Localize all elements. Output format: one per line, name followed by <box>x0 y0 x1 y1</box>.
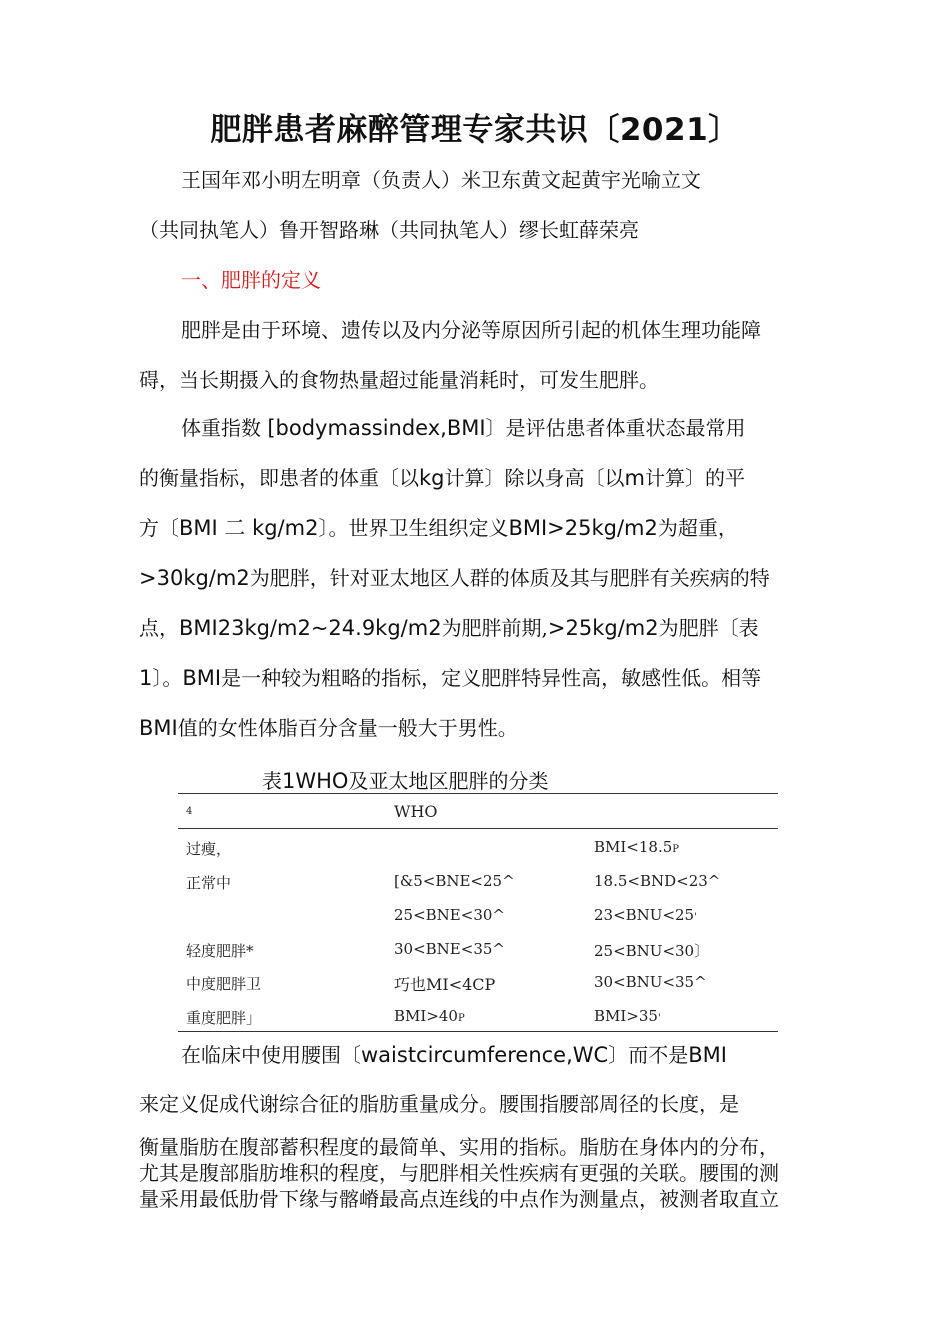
paragraph-line <box>139 612 759 641</box>
asia-pacific-value <box>594 872 720 890</box>
paragraph-line: 尤其是腹部脂肪堆积的程度，与肥胖相关性疾病有更强的关联。腰围的测 <box>139 1161 779 1185</box>
text-run: 30<BNU<35^ <box>594 973 707 991</box>
table-header-who: WHO <box>394 802 438 821</box>
text-run: 25<BNU<30〕 <box>594 942 710 960</box>
text-run: BMI 二 kg/m2 <box>179 516 319 540</box>
paragraph-line: 碍，当长期摄入的食物热量超过能量消耗时，可发生肥胖。 <box>139 368 659 392</box>
text-run: BMI>35 <box>594 1007 658 1025</box>
text-run: 是一种较为粗略的指标，定义肥胖特异性高，敏感性低。相等 <box>221 666 762 690</box>
text-run: 计算〕除以身高〔以 <box>444 466 625 490</box>
text-run: >30kg/m2 <box>139 566 250 590</box>
row-label: 过瘦， <box>186 840 232 858</box>
paragraph-line: 肥胖是由于环境、遗传以及内分泌等原因所引起的机体生理功能障 <box>181 318 761 342</box>
text-run: BMI>40 <box>394 1007 458 1025</box>
who-value: 巧也MI<4CP <box>394 975 496 994</box>
text-run: kg <box>419 466 445 490</box>
text-run: 点， <box>139 616 179 640</box>
text-run: 1 <box>139 666 153 690</box>
text-run: BMI <box>139 716 178 740</box>
text-mark: P <box>672 844 680 855</box>
paragraph-line <box>139 462 745 491</box>
text-mark: ' <box>694 912 697 923</box>
authors-line-1: 王国年邓小明左明章（负责人）米卫东黄文起黄宇光喻立文 <box>181 168 701 192</box>
paragraph-line: 来定义促成代谢综合征的脂肪重量成分。腰围指腰部周径的长度，是 <box>139 1092 739 1116</box>
paragraph-line <box>181 1039 727 1068</box>
text-run: 为肥胖前期, <box>441 616 548 640</box>
asia-pacific-value <box>594 973 707 991</box>
row-label: 正常中 <box>186 874 232 892</box>
table-header-rule <box>178 828 778 829</box>
text-run: BMI23kg/m2~24.9kg/m2 <box>179 616 442 640</box>
text-run: 在临床中使用腰围〔 <box>181 1043 361 1067</box>
text-run: 表 <box>262 769 282 793</box>
paragraph-line <box>139 712 518 741</box>
section-heading-definition: 一、肥胖的定义 <box>181 268 321 292</box>
table-top-rule <box>178 793 778 794</box>
table-header-col0: 4 <box>186 806 193 817</box>
text-run: 计算〕的平 <box>644 466 745 490</box>
table-caption <box>262 765 548 794</box>
text-run: [bodymassindex,BMI <box>267 416 486 440</box>
text-run: 〕而不是 <box>608 1043 689 1067</box>
row-label: 轻度肥胖* <box>186 942 254 960</box>
text-run: waistcircumference,WC <box>361 1043 609 1067</box>
text-run: >25kg/m2 <box>547 616 659 640</box>
text-run: BMI>25kg/m2 <box>508 516 658 540</box>
text-run: BMI <box>688 1043 727 1067</box>
who-value: [&5<BNE<25^ <box>394 872 515 890</box>
text-run: BMI <box>182 666 222 690</box>
text-run: 方〔 <box>139 516 179 540</box>
paragraph-line <box>181 412 746 441</box>
text-run: 1WHO <box>282 769 349 793</box>
text-run: 〕。 <box>152 666 183 690</box>
who-value: 30<BNE<35^ <box>394 940 505 958</box>
paragraph-line: 衡量脂肪在腹部蓄积程度的最简单、实用的指标。脂肪在身体内的分布， <box>139 1135 779 1159</box>
who-value <box>394 1007 465 1025</box>
text-run: 为超重， <box>657 516 738 540</box>
paragraph-line <box>139 512 738 542</box>
text-run: 值的女性体脂百分含量一般大于男性。 <box>177 716 518 740</box>
text-run: 23<BNU<25 <box>594 906 695 924</box>
text-run: 及亚太地区肥胖的分类 <box>348 769 549 793</box>
text-run: 的衡量指标，即患者的体重〔以 <box>139 466 419 490</box>
text-run: 〕是评估患者体重状态最常用 <box>485 416 746 440</box>
text-run: BMI<18.5 <box>594 838 673 856</box>
paragraph-line <box>139 662 761 691</box>
asia-pacific-value <box>594 838 679 856</box>
paragraph-line <box>139 562 770 591</box>
asia-pacific-value <box>594 906 697 924</box>
text-run: 体重指数 <box>181 416 268 440</box>
text-run: 为肥胖〔表 <box>658 616 759 640</box>
paragraph-line: 量采用最低肋骨下缘与髂嵴最高点连线的中点作为测量点，被测者取直立 <box>139 1187 779 1211</box>
row-label: 中度肥胖卫 <box>186 975 262 993</box>
text-mark: P <box>457 1013 465 1024</box>
authors-line-2: （共同执笔人）鲁开智路琳（共同执笔人）缪长虹薛荣亮 <box>139 218 639 242</box>
asia-pacific-value <box>594 940 709 961</box>
text-run: 18.5<BND<23^ <box>594 872 721 890</box>
asia-pacific-value <box>594 1007 661 1025</box>
text-run: 〕。世界卫生组织定义 <box>318 516 509 540</box>
table-bottom-rule <box>178 1031 778 1032</box>
text-mark: ' <box>657 1013 661 1024</box>
text-run: 为肥胖，针对亚太地区人群的体质及其与肥胖有关疾病的特 <box>249 566 770 590</box>
who-value: 25<BNE<30^ <box>394 906 505 924</box>
document-title: 肥胖患者麻醉管理专家共识〔2021〕 <box>210 112 740 148</box>
row-label: 重度肥胖」 <box>186 1009 262 1027</box>
text-run: m <box>624 466 645 490</box>
